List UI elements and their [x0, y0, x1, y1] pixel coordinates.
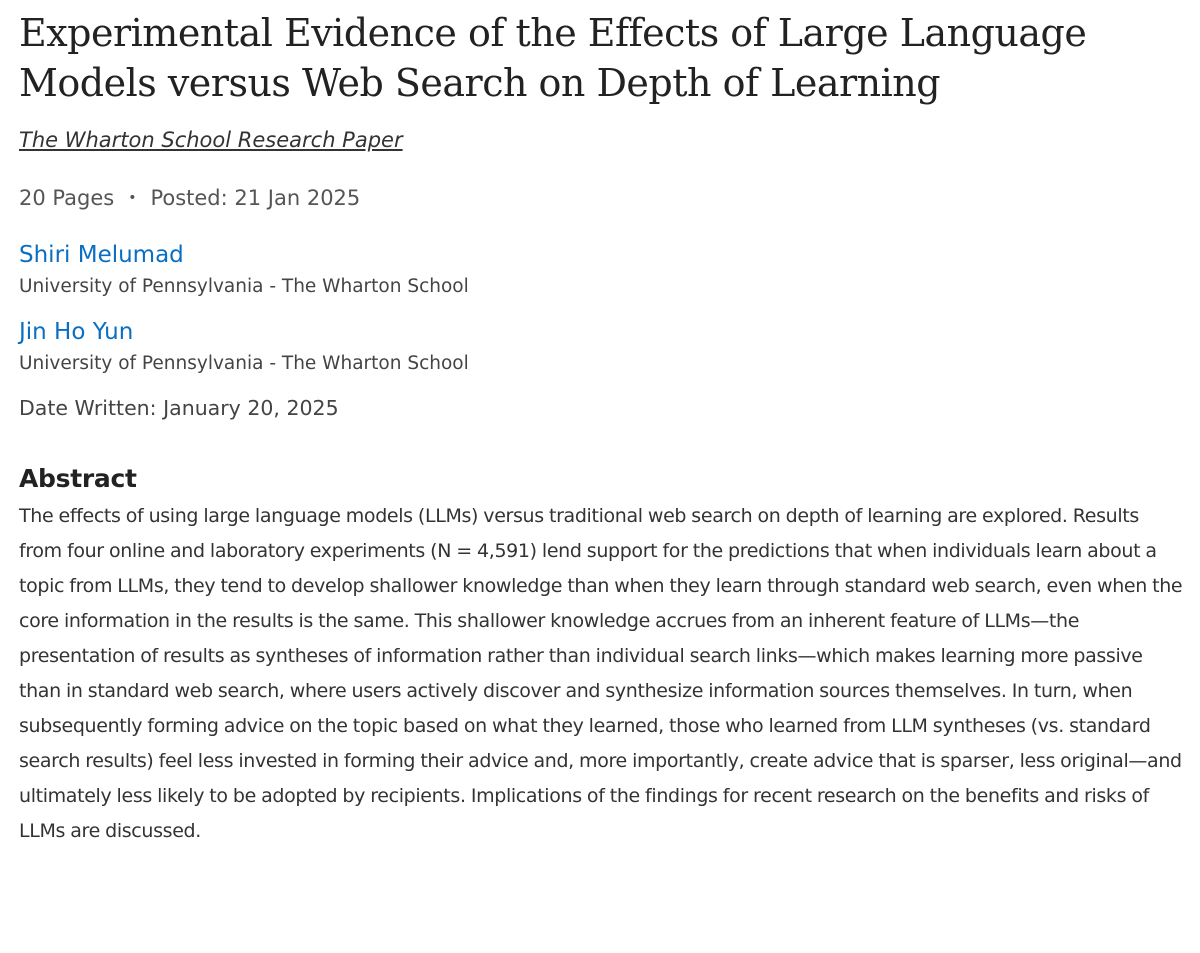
meta-separator: •	[128, 190, 137, 206]
author-block	[19, 319, 1184, 374]
author-affiliation: University of Pennsylvania - The Wharton School	[19, 353, 469, 374]
posted-date: Posted: 21 Jan 2025	[150, 186, 361, 210]
paper-title: Experimental Evidence of the Effects of Large Language Models versus Web Search on Depth of Learning	[19, 11, 1087, 105]
author-block	[19, 242, 1184, 297]
author-affiliation: University of Pennsylvania - The Wharton School	[19, 276, 469, 297]
author-link-jin-ho-yun[interactable]: Jin Ho Yun	[19, 319, 134, 345]
paper-meta	[19, 186, 1184, 210]
abstract-text: The effects of using large language models (LLMs) versus traditional web search on depth of learning are explored. Results from four online and laboratory experiments (N = 4,591) lend support for the predictions that when individuals learn about a topic from LLMs, they tend to develop shallower knowledge than when they learn through standard web search, even when the core information in the results is the same. This shallower knowledge accrues from an inherent feature of LLMs—the presentation of results as syntheses of information rather than individual search links—which makes learning more passive than in standard web search, where users actively discover and synthesize information sources themselves. In turn, when subsequently forming advice on the topic based on what they learned, those who learned from LLM syntheses (vs. standard search results) feel less invested in forming their advice and, more importantly, create advice that is sparser, less original—and ultimately less likely to be adopted by recipients. Implications of the findings for recent research on the benefits and risks of LLMs are discussed.	[19, 505, 1183, 842]
paper-page	[19, 0, 1184, 868]
date-written: Date Written: January 20, 2025	[19, 396, 339, 420]
abstract-heading: Abstract	[19, 464, 137, 493]
author-link-shiri-melumad[interactable]: Shiri Melumad	[19, 242, 184, 268]
page-count: 20 Pages	[19, 186, 115, 210]
series-link[interactable]: The Wharton School Research Paper	[19, 128, 403, 152]
